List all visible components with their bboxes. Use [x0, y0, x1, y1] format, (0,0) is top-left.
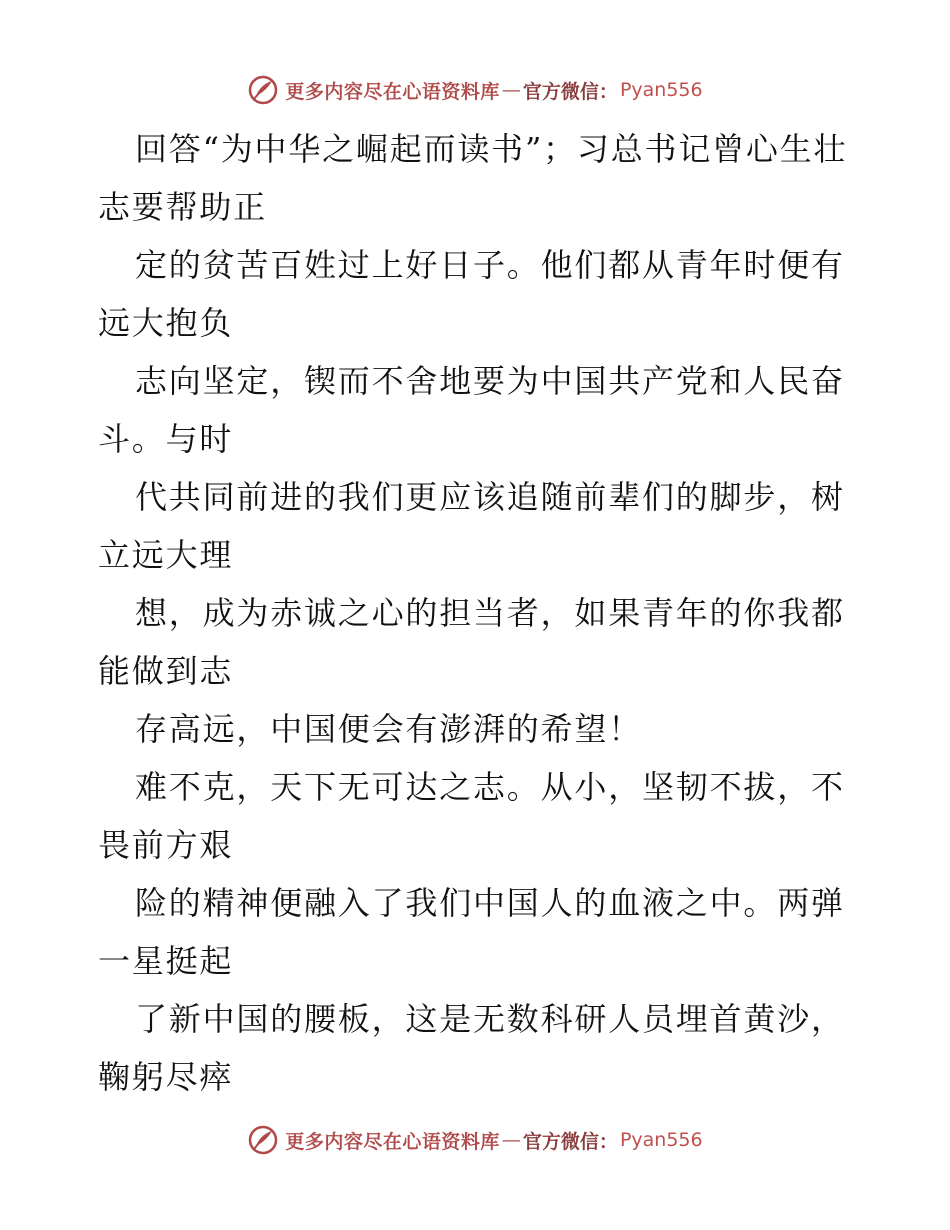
paragraph: 想，成为赤诚之心的担当者，如果青年的你我都能做到志: [98, 594, 845, 690]
watermark-text: 更多内容尽在心语资料库: [285, 1130, 500, 1153]
watermark-dash: —: [501, 79, 521, 101]
watermark-dash: —: [501, 1129, 521, 1151]
watermark-wechat-id: Pyan556: [619, 79, 703, 101]
watermark-wechat-label: 官方微信：: [522, 80, 618, 103]
document-body: [98, 120, 858, 1106]
watermark-text: 更多内容尽在心语资料库: [285, 80, 500, 103]
feather-pen-logo-icon: [247, 74, 279, 106]
paragraph: 定的贫苦百姓过上好日子。他们都从青年时便有远大抱负: [98, 246, 845, 342]
paragraph: 难不克，天下无可达之志。从小，坚韧不拔，不畏前方艰: [98, 768, 845, 864]
paragraph: 回答“为中华之崛起而读书”；习总书记曾心生壮志要帮助正: [98, 130, 848, 226]
watermark-wechat-label: 官方微信：: [522, 1130, 618, 1153]
footer-watermark: [0, 1120, 950, 1160]
feather-pen-logo-icon: [247, 1124, 279, 1156]
paragraph: 了新中国的腰板，这是无数科研人员埋首黄沙，鞠躬尽瘁: [98, 1000, 845, 1096]
paragraph: 险的精神便融入了我们中国人的血液之中。两弹一星挺起: [98, 884, 845, 980]
header-watermark: [0, 70, 950, 110]
paragraph: 志向坚定，锲而不舍地要为中国共产党和人民奋斗。与时: [98, 362, 845, 458]
paragraph: 代共同前进的我们更应该追随前辈们的脚步，树立远大理: [98, 478, 845, 574]
paragraph: 存高远，中国便会有澎湃的希望！: [135, 710, 643, 748]
watermark-wechat-id: Pyan556: [619, 1129, 703, 1151]
